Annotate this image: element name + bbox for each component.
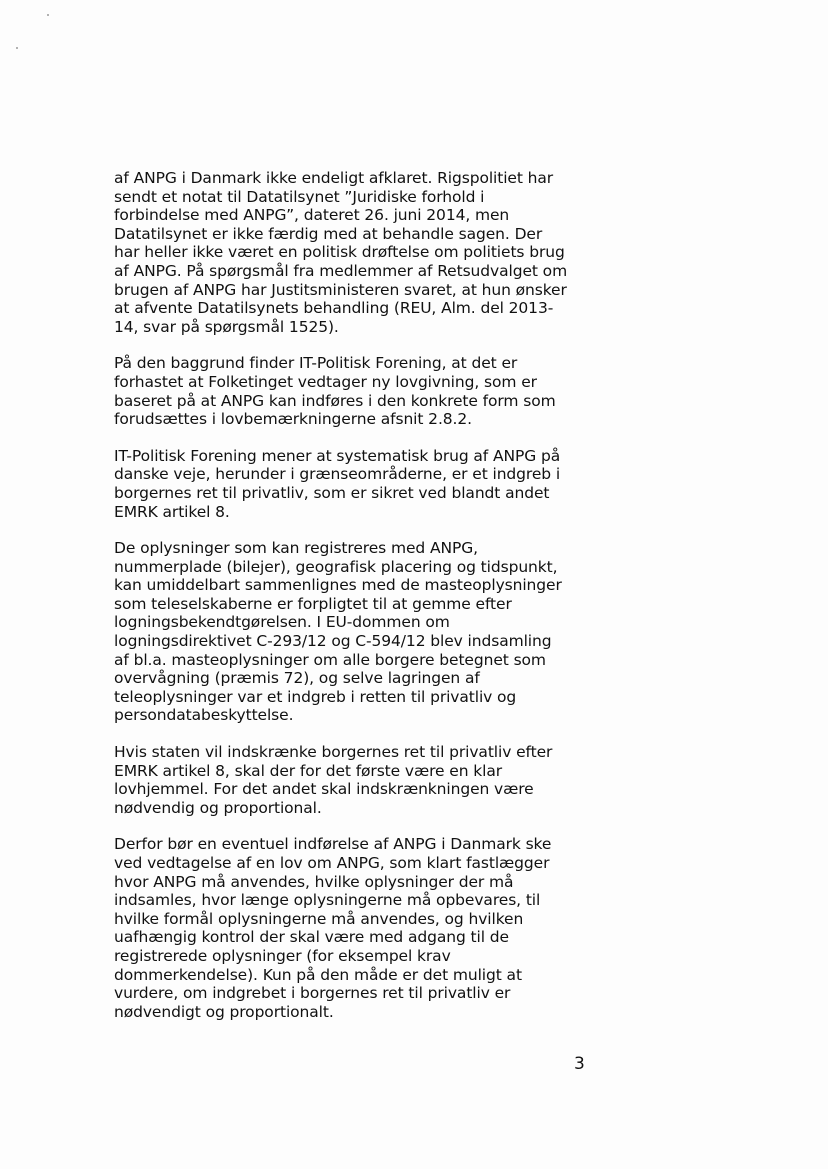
text-line: som teleselskaberne er forpligtet til at gemme efter (114, 594, 512, 613)
text-line: af ANPG i Danmark ikke endeligt afklaret. Rigspolitiet har (114, 169, 554, 187)
paragraph (114, 169, 594, 336)
text-line: danske veje, herunder i grænseområderne, er et indgreb i (114, 465, 561, 484)
text-line: forbindelse med ANPG”, dateret 26. juni 2014, men (114, 206, 510, 225)
paragraph (114, 835, 594, 1021)
text-line: af bl.a. masteoplysninger om alle borgere betegnet som (114, 650, 546, 669)
text-line: 14, svar på spørgsmål 1525). (114, 317, 339, 336)
text-line: persondatabeskyttelse. (114, 706, 294, 725)
scan-speck (47, 14, 49, 16)
text-line: logningsdirektivet C-293/12 og C-594/12 blev indsamling (114, 632, 552, 651)
text-line: brugen af ANPG har Justitsministeren svaret, at hun ønsker (114, 280, 567, 299)
text-line: nødvendigt og proportionalt. (114, 1002, 334, 1021)
text-line: forudsættes i lovbemærkningerne afsnit 2.8.2. (114, 410, 472, 429)
text-line: ved vedtagelse af en lov om ANPG, som klart fastlægger (114, 854, 550, 872)
page-number: 3 (574, 1054, 585, 1074)
text-line: indsamles, hvor længe oplysningerne må opbevares, til (114, 891, 541, 910)
text-line: overvågning (præmis 72), og selve lagringen af (114, 669, 480, 688)
paragraph (114, 743, 594, 817)
text-line: På den baggrund finder IT-Politisk Forening, at det er (114, 354, 518, 373)
text-line: IT-Politisk Forening mener at systematisk brug af ANPG på (114, 446, 561, 465)
text-line: sendt et notat til Datatilsynet ”Juridiske forhold i (114, 187, 485, 206)
paragraph (114, 447, 594, 521)
text-line: hvor ANPG må anvendes, hvilke oplysninger der må (114, 872, 514, 891)
text-line: af ANPG. På spørgsmål fra medlemmer af Retsudvalget om (114, 261, 568, 280)
text-line: at afvente Datatilsynets behandling (REU, Alm. del 2013- (114, 299, 554, 318)
text-line: hvilke formål oplysningerne må anvendes, og hvilken (114, 909, 524, 928)
text-line: forhastet at Folketinget vedtager ny lovgivning, som er (114, 372, 537, 391)
text-line: logningsbekendtgørelsen. I EU-dommen om (114, 613, 450, 632)
document-body (114, 169, 594, 1039)
text-line: EMRK artikel 8. (114, 502, 230, 521)
text-line: nødvendig og proportional. (114, 798, 322, 817)
text-line: dommerkendelse). Kun på den måde er det muligt at (114, 965, 522, 984)
text-line: EMRK artikel 8, skal der for det første være en klar (114, 761, 503, 780)
text-line: Datatilsynet er ikke færdig med at behandle sagen. Der (114, 224, 543, 243)
text-line: borgernes ret til privatliv, som er sikret ved blandt andet (114, 483, 550, 502)
text-line: registrerede oplysninger (for eksempel krav (114, 946, 451, 965)
text-line: har heller ikke været en politisk drøftelse om politiets brug (114, 243, 565, 262)
text-line: lovhjemmel. For det andet skal indskrænkningen være (114, 780, 534, 799)
paragraph (114, 539, 594, 725)
paragraph (114, 354, 594, 428)
text-line: uafhængig kontrol der skal være med adgang til de (114, 928, 509, 947)
text-line: De oplysninger som kan registreres med ANPG, (114, 539, 478, 558)
text-line: nummerplade (bilejer), geografisk placering og tidspunkt, (114, 557, 558, 576)
text-line: vurdere, om indgrebet i borgernes ret til privatliv er (114, 984, 511, 1003)
text-line: Derfor bør en eventuel indførelse af ANPG i Danmark ske (114, 835, 552, 854)
text-line: Hvis staten vil indskrænke borgernes ret til privatliv efter (114, 743, 553, 762)
text-line: baseret på at ANPG kan indføres i den konkrete form som (114, 391, 556, 410)
text-line: kan umiddelbart sammenlignes med de masteoplysninger (114, 576, 562, 595)
text-line: teleoplysninger var et indgreb i retten til privatliv og (114, 687, 517, 706)
scan-speck (16, 47, 18, 49)
